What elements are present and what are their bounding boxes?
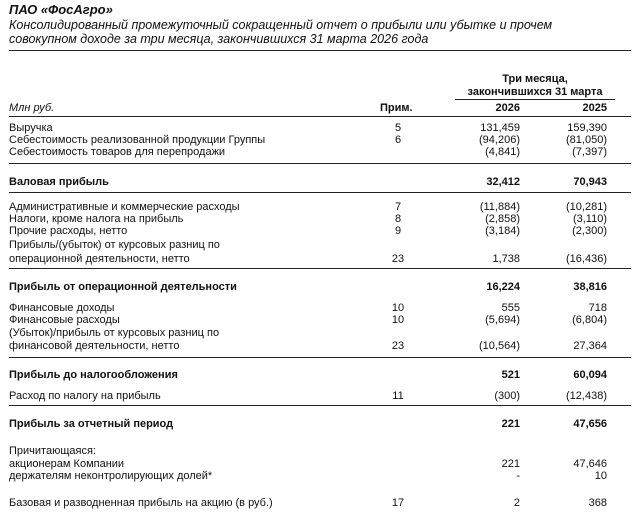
year2-header: 2025 xyxy=(582,102,607,114)
row-value-2025: 27,364 xyxy=(573,340,607,352)
row-label: Базовая и разводненная прибыль на акцию (в руб.) xyxy=(9,497,273,509)
row-note: 7 xyxy=(394,201,402,213)
row-label: операционной деятельности, нетто xyxy=(9,253,190,265)
row-value-2025: 47,656 xyxy=(573,418,607,430)
row-note: 17 xyxy=(391,497,405,509)
row-label: Выручка xyxy=(9,122,53,134)
row-value-2025: 47,646 xyxy=(573,458,607,470)
row-value-2026: (10,564) xyxy=(479,340,520,352)
unit-label: Млн руб. xyxy=(9,102,55,114)
row-value-2026: (4,841) xyxy=(485,146,520,158)
section-divider xyxy=(9,268,631,269)
row-note: 23 xyxy=(391,253,405,265)
row-label: Валовая прибыль xyxy=(9,176,109,188)
row-label: Прибыль до налогообложения xyxy=(9,369,178,381)
year1-header: 2026 xyxy=(495,102,520,114)
period-header-line1: Три месяца, xyxy=(502,73,568,85)
row-value-2025: (7,397) xyxy=(572,146,607,158)
row-value-2025: (10,281) xyxy=(566,201,607,213)
row-note: 9 xyxy=(394,225,402,237)
row-value-2026: (2,858) xyxy=(485,213,520,225)
row-value-2025: (16,436) xyxy=(566,253,607,265)
row-label: Расход по налогу на прибыль xyxy=(9,390,161,402)
row-label: Прибыль/(убыток) от курсовых разниц по xyxy=(9,239,220,251)
row-note: 10 xyxy=(391,302,405,314)
row-value-2025: 718 xyxy=(588,302,607,314)
section-divider xyxy=(9,163,631,164)
note-header: Прим. xyxy=(380,102,413,114)
row-note: 6 xyxy=(394,134,402,146)
row-value-2025: (12,438) xyxy=(566,390,607,402)
row-value-2026: 221 xyxy=(501,418,520,430)
row-value-2026: 555 xyxy=(501,302,520,314)
row-value-2025: 70,943 xyxy=(573,176,607,188)
row-note: 8 xyxy=(394,213,402,225)
row-value-2026: (11,884) xyxy=(479,201,520,213)
row-label: акционерам Компании xyxy=(9,458,125,470)
row-value-2026: 32,412 xyxy=(486,176,520,188)
row-label: Себестоимость товаров для перепродажи xyxy=(9,146,226,158)
period-header-underline xyxy=(455,99,615,100)
row-value-2025: (2,300) xyxy=(572,225,607,237)
row-label: Себестоимость реализованной продукции Группы xyxy=(9,134,266,146)
row-value-2026: 1,738 xyxy=(492,253,520,265)
row-label: Налоги, кроме налога на прибыль xyxy=(9,213,184,225)
report-title-line1: Консолидированный промежуточный сокращенный отчет о прибыли или убытке и прочем xyxy=(9,18,553,32)
row-value-2025: (6,804) xyxy=(572,314,607,326)
company-name: ПАО «ФосАгро» xyxy=(9,2,113,17)
row-label: держателям неконтролирующих долей* xyxy=(9,470,213,482)
row-value-2026: 131,459 xyxy=(480,122,520,134)
row-note: 5 xyxy=(394,122,402,134)
row-value-2026: (300) xyxy=(494,390,520,402)
row-label: (Убыток)/прибыль от курсовых разниц по xyxy=(9,327,220,339)
row-value-2026: 521 xyxy=(501,369,520,381)
row-label: Прочие расходы, нетто xyxy=(9,225,128,237)
header-underline xyxy=(9,116,631,117)
row-value-2026: (94,206) xyxy=(479,134,520,146)
row-value-2026: - xyxy=(516,470,520,482)
row-value-2026: (5,694) xyxy=(485,314,520,326)
row-value-2026: 2 xyxy=(513,497,520,509)
row-value-2025: (81,050) xyxy=(566,134,607,146)
row-label: Причитающаяся: xyxy=(9,445,96,457)
row-value-2026: (3,184) xyxy=(485,225,520,237)
row-label: Прибыль за отчетный период xyxy=(9,418,174,430)
row-value-2025: 159,390 xyxy=(567,122,607,134)
row-value-2026: 221 xyxy=(501,458,520,470)
row-note: 23 xyxy=(391,340,405,352)
title-divider xyxy=(9,50,631,51)
row-label: Финансовые расходы xyxy=(9,314,120,326)
row-value-2025: 10 xyxy=(594,470,607,482)
report-title xyxy=(9,18,609,46)
row-value-2025: 60,094 xyxy=(573,369,607,381)
section-divider xyxy=(9,192,631,193)
section-divider xyxy=(9,357,631,358)
row-label: финансовой деятельности, нетто xyxy=(9,340,180,352)
report-title-line2: совокупном доходе за три месяца, закончившихся 31 марта 2026 года xyxy=(9,32,429,46)
row-label: Административные и коммерческие расходы xyxy=(9,201,240,213)
row-value-2025: 368 xyxy=(588,497,607,509)
row-value-2026: 16,224 xyxy=(486,281,520,293)
row-note: 11 xyxy=(392,390,404,402)
section-divider xyxy=(9,405,631,406)
row-label: Финансовые доходы xyxy=(9,302,115,314)
row-label: Прибыль от операционной деятельности xyxy=(9,281,237,293)
period-header-line2: закончившихся 31 марта xyxy=(467,86,603,98)
row-note: 10 xyxy=(391,314,405,326)
row-value-2025: 38,816 xyxy=(573,281,607,293)
row-value-2025: (3,110) xyxy=(572,213,607,225)
